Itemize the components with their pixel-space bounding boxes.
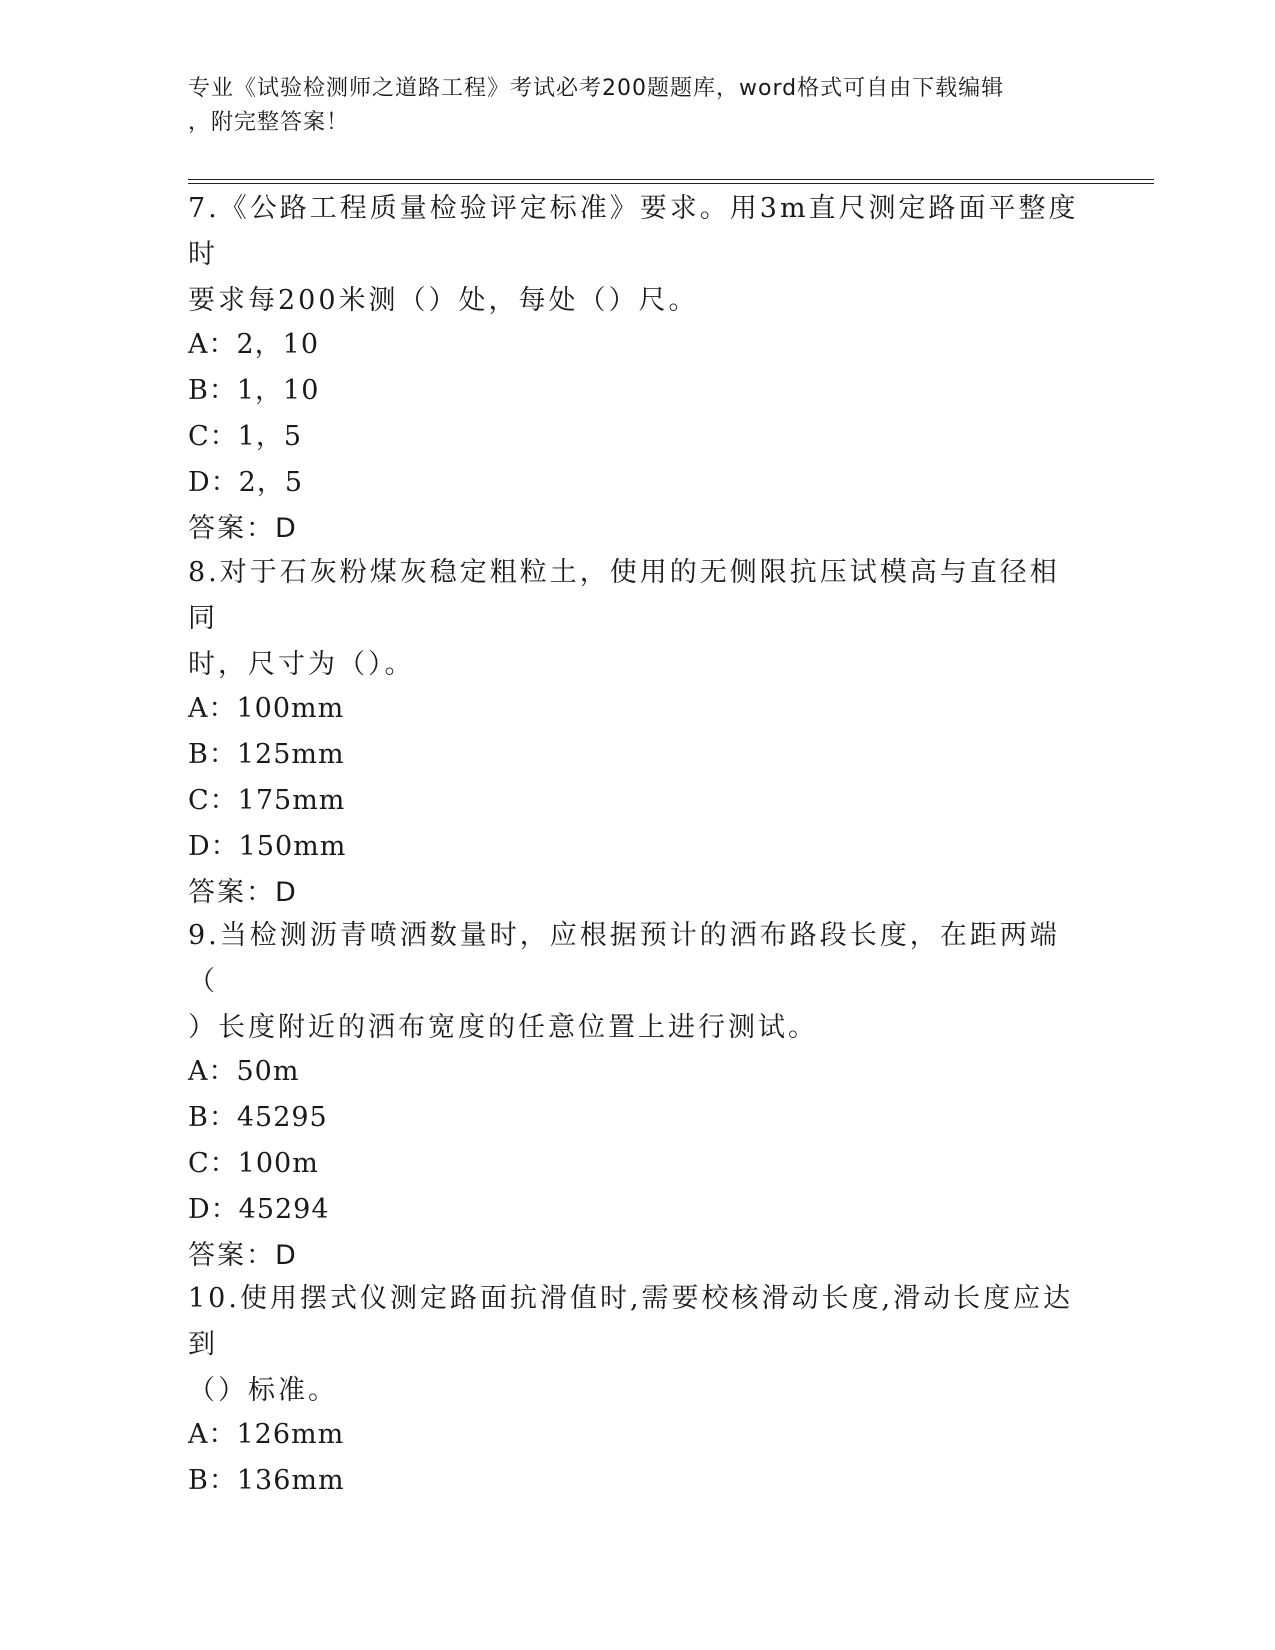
header-line-1: 专业《试验检测师之道路工程》考试必考200题题库，word格式可自由下载编辑: [188, 76, 1005, 101]
option-d: D：2，5: [188, 467, 304, 498]
question-10: [188, 1276, 1088, 1504]
option-d: D：150mm: [188, 831, 347, 862]
option-a: A：100mm: [188, 693, 345, 724]
header-divider-bottom: [188, 183, 1154, 184]
option-d: D：45294: [188, 1194, 330, 1225]
answer: 答案：D: [188, 877, 298, 908]
question-9: [188, 913, 1088, 1279]
question-8: [188, 550, 1088, 916]
option-b: B：1，10: [188, 375, 320, 406]
header-line-2: ，附完整答案！: [188, 110, 350, 135]
question-stem-line-2: （）标准。: [188, 1375, 338, 1406]
option-b: B：125mm: [188, 739, 345, 770]
question-stem-line-1: 8.对于石灰粉煤灰稳定粗粒土，使用的无侧限抗压试模高与直径相同: [188, 557, 1060, 634]
question-stem-line-2: ）长度附近的洒布宽度的任意位置上进行测试。: [188, 1012, 818, 1043]
question-7: [188, 186, 1088, 552]
option-b: B：45295: [188, 1102, 328, 1133]
option-a: A：50m: [188, 1056, 300, 1087]
question-stem-line-2: 时，尺寸为（）。: [188, 649, 415, 680]
question-stem-line-1: 10.使用摆式仪测定路面抗滑值时,需要校核滑动长度,滑动长度应达到: [188, 1283, 1074, 1360]
question-stem-line-2: 要求每200米测（）处，每处（）尺。: [188, 285, 699, 316]
option-c: C：1，5: [188, 421, 303, 452]
option-b: B：136mm: [188, 1465, 345, 1496]
question-stem-line-1: 7.《公路工程质量检验评定标准》要求。用3m直尺测定路面平整度时: [188, 193, 1079, 270]
option-a: A：126mm: [188, 1419, 345, 1450]
document-header: [188, 72, 1068, 140]
option-c: C：175mm: [188, 785, 346, 816]
header-divider-top: [188, 179, 1154, 180]
option-a: A：2，10: [188, 329, 320, 360]
option-c: C：100m: [188, 1148, 319, 1179]
answer: 答案：D: [188, 1240, 298, 1271]
question-stem-line-1: 9.当检测沥青喷洒数量时，应根据预计的洒布路段长度，在距两端（: [188, 920, 1060, 997]
answer: 答案：D: [188, 513, 298, 544]
